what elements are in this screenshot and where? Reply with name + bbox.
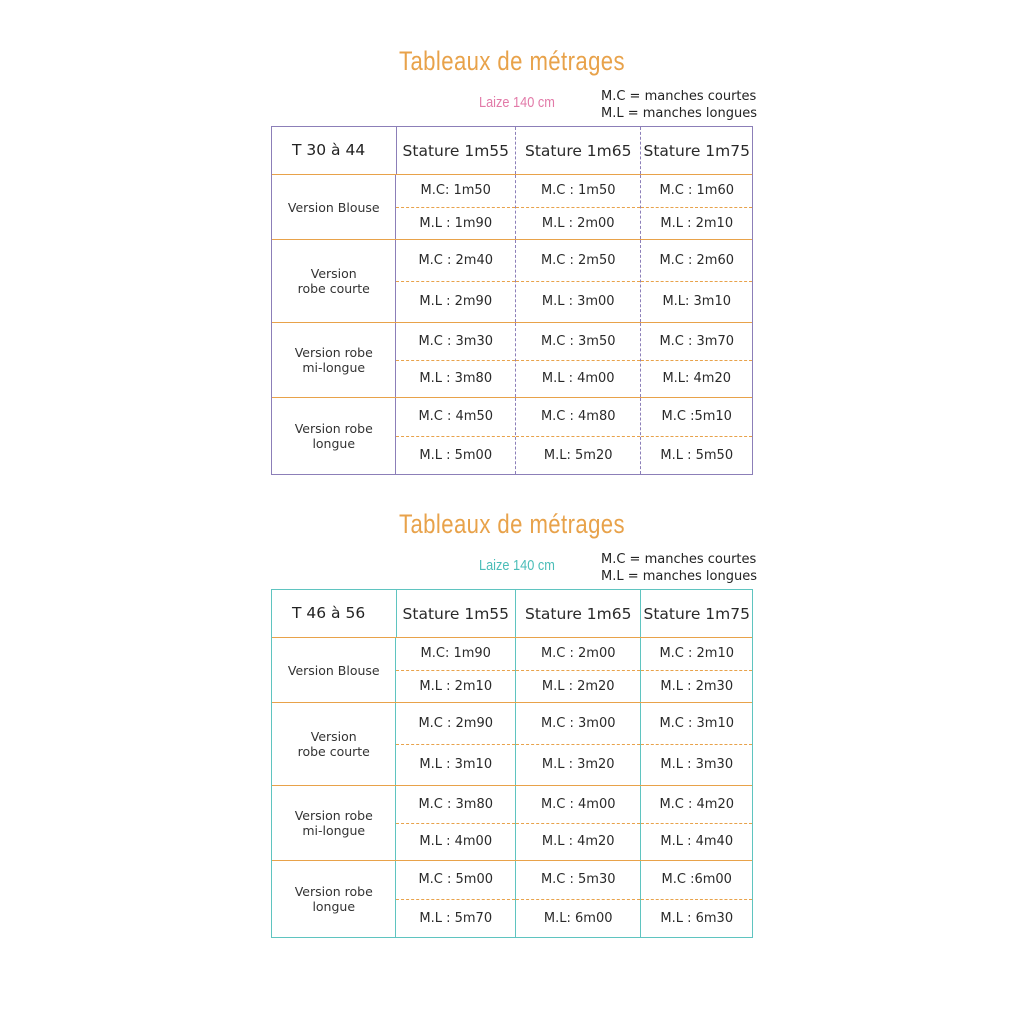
long-sleeve-value: M.L: 3m10 xyxy=(662,294,732,310)
short-sleeve-value: M.C : 3m80 xyxy=(396,786,515,824)
size-range: T 46 à 56 xyxy=(272,590,397,637)
short-sleeve-value: M.C : 3m10 xyxy=(641,703,752,745)
row-label-line: Version xyxy=(310,729,357,744)
laize-label: Laize 140 cm xyxy=(479,557,555,574)
laize-label: Laize 140 cm xyxy=(479,94,555,111)
value-cell xyxy=(640,638,752,702)
value-cell xyxy=(396,175,515,239)
value-cell xyxy=(396,240,515,322)
long-sleeve-value: M.L : 5m00 xyxy=(419,447,493,463)
short-sleeve-value: M.C : 1m50 xyxy=(516,175,640,208)
value-cell xyxy=(396,323,515,397)
value-cell xyxy=(396,703,515,785)
column-header: Stature 1m55 xyxy=(402,604,510,623)
row-label-line: Version robe xyxy=(294,345,373,360)
table-row xyxy=(272,397,752,474)
long-sleeve-value: M.L: 5m20 xyxy=(543,447,613,463)
row-label xyxy=(272,703,396,785)
short-sleeve-value: M.C : 4m20 xyxy=(641,786,752,824)
row-label-text xyxy=(298,266,370,296)
row-label xyxy=(272,240,396,322)
row-label xyxy=(272,175,396,239)
short-sleeve-value: M.C : 2m90 xyxy=(396,703,515,745)
short-sleeve-value: M.C: 1m50 xyxy=(396,175,515,208)
short-sleeve-value: M.C : 4m50 xyxy=(396,398,515,437)
value-cell xyxy=(640,398,752,474)
row-label-line: mi-longue xyxy=(302,823,366,838)
row-label-line: longue xyxy=(312,436,356,451)
column-header: Stature 1m65 xyxy=(515,590,640,637)
value-cell xyxy=(640,861,752,937)
long-sleeve-value: M.L: 4m20 xyxy=(662,371,732,387)
row-label-text xyxy=(295,884,373,914)
value-cell xyxy=(396,398,515,474)
header-row xyxy=(272,590,752,637)
short-sleeve-value: M.C : 3m70 xyxy=(641,323,752,361)
long-sleeve-value: M.L : 3m00 xyxy=(541,294,615,310)
long-sleeve-value: M.L : 3m20 xyxy=(541,757,615,773)
size-range: T 30 à 44 xyxy=(272,127,397,174)
legend-item: M.L = manches longues xyxy=(601,106,757,121)
row-label-line: Version Blouse xyxy=(287,662,380,678)
value-cell xyxy=(640,703,752,785)
short-sleeve-value: M.C : 2m50 xyxy=(516,240,640,282)
row-label xyxy=(272,786,396,860)
value-cell xyxy=(640,175,752,239)
column-header: Stature 1m75 xyxy=(640,590,752,637)
value-cell xyxy=(396,786,515,860)
column-header: Stature 1m55 xyxy=(402,141,510,160)
short-sleeve-value: M.C : 2m10 xyxy=(641,638,752,671)
row-label-text xyxy=(288,200,380,215)
value-cell xyxy=(515,703,640,785)
long-sleeve-value: M.L : 5m50 xyxy=(660,447,734,463)
long-sleeve-value: M.L : 2m90 xyxy=(419,294,493,310)
legend xyxy=(601,88,757,122)
measurement-table xyxy=(271,126,753,475)
short-sleeve-value: M.C: 1m90 xyxy=(396,638,515,671)
table-row xyxy=(272,637,752,702)
value-cell xyxy=(515,786,640,860)
table-title: Tableaux de métrages xyxy=(398,46,626,76)
long-sleeve-value: M.L : 2m30 xyxy=(660,678,734,694)
value-cell xyxy=(515,175,640,239)
row-label-line: longue xyxy=(312,899,356,914)
row-label-line: Version robe xyxy=(294,884,373,899)
header-row xyxy=(272,127,752,174)
short-sleeve-value: M.C : 3m50 xyxy=(516,323,640,361)
long-sleeve-value: M.L : 4m00 xyxy=(419,834,493,850)
table-row xyxy=(272,239,752,322)
row-label xyxy=(272,398,396,474)
row-label-line: Version robe xyxy=(294,421,373,436)
long-sleeve-value: M.L : 2m00 xyxy=(541,215,615,231)
row-label-text xyxy=(298,729,370,759)
table-row xyxy=(272,322,752,397)
short-sleeve-value: M.C : 5m30 xyxy=(516,861,640,900)
value-cell xyxy=(640,323,752,397)
row-label-line: mi-longue xyxy=(302,360,366,375)
row-label-line: Version Blouse xyxy=(287,199,380,215)
legend-item: M.L = manches longues xyxy=(601,569,757,584)
long-sleeve-value: M.L : 4m40 xyxy=(660,834,734,850)
short-sleeve-value: M.C : 2m00 xyxy=(516,638,640,671)
long-sleeve-value: M.L : 2m10 xyxy=(419,678,493,694)
long-sleeve-value: M.L : 3m80 xyxy=(419,371,493,387)
long-sleeve-value: M.L : 4m00 xyxy=(541,371,615,387)
short-sleeve-value: M.C :5m10 xyxy=(641,398,752,437)
row-label xyxy=(272,323,396,397)
row-label-text xyxy=(288,663,380,678)
short-sleeve-value: M.C :6m00 xyxy=(641,861,752,900)
long-sleeve-value: M.L: 6m00 xyxy=(543,910,613,926)
short-sleeve-value: M.C : 1m60 xyxy=(641,175,752,208)
measurement-table xyxy=(271,589,753,938)
value-cell xyxy=(515,323,640,397)
row-label-text xyxy=(295,345,373,375)
table-row xyxy=(272,860,752,937)
long-sleeve-value: M.L : 5m70 xyxy=(419,910,493,926)
value-cell xyxy=(515,240,640,322)
legend xyxy=(601,551,757,585)
value-cell xyxy=(515,638,640,702)
row-label-line: robe courte xyxy=(297,744,370,759)
short-sleeve-value: M.C : 4m00 xyxy=(516,786,640,824)
value-cell xyxy=(640,786,752,860)
row-label-line: robe courte xyxy=(297,281,370,296)
long-sleeve-value: M.L : 4m20 xyxy=(541,834,615,850)
short-sleeve-value: M.C : 2m40 xyxy=(396,240,515,282)
long-sleeve-value: M.L : 1m90 xyxy=(419,215,493,231)
row-label-line: Version robe xyxy=(294,808,373,823)
row-label xyxy=(272,861,396,937)
legend-item: M.C = manches courtes xyxy=(601,552,757,567)
long-sleeve-value: M.L : 2m10 xyxy=(660,215,734,231)
long-sleeve-value: M.L : 3m30 xyxy=(660,757,734,773)
row-label xyxy=(272,638,396,702)
short-sleeve-value: M.C : 3m00 xyxy=(516,703,640,745)
row-label-line: Version xyxy=(310,266,357,281)
table-row xyxy=(272,702,752,785)
row-label-text xyxy=(295,808,373,838)
long-sleeve-value: M.L : 6m30 xyxy=(660,910,734,926)
value-cell xyxy=(396,861,515,937)
column-header: Stature 1m75 xyxy=(640,127,752,174)
value-cell xyxy=(515,398,640,474)
short-sleeve-value: M.C : 3m30 xyxy=(396,323,515,361)
legend-item: M.C = manches courtes xyxy=(601,89,757,104)
table-row xyxy=(272,785,752,860)
table-title: Tableaux de métrages xyxy=(398,509,626,539)
value-cell xyxy=(396,638,515,702)
long-sleeve-value: M.L : 3m10 xyxy=(419,757,493,773)
column-header: Stature 1m65 xyxy=(515,127,640,174)
value-cell xyxy=(640,240,752,322)
row-label-text xyxy=(295,421,373,451)
short-sleeve-value: M.C : 2m60 xyxy=(641,240,752,282)
short-sleeve-value: M.C : 5m00 xyxy=(396,861,515,900)
long-sleeve-value: M.L : 2m20 xyxy=(541,678,615,694)
table-row xyxy=(272,174,752,239)
short-sleeve-value: M.C : 4m80 xyxy=(516,398,640,437)
value-cell xyxy=(515,861,640,937)
